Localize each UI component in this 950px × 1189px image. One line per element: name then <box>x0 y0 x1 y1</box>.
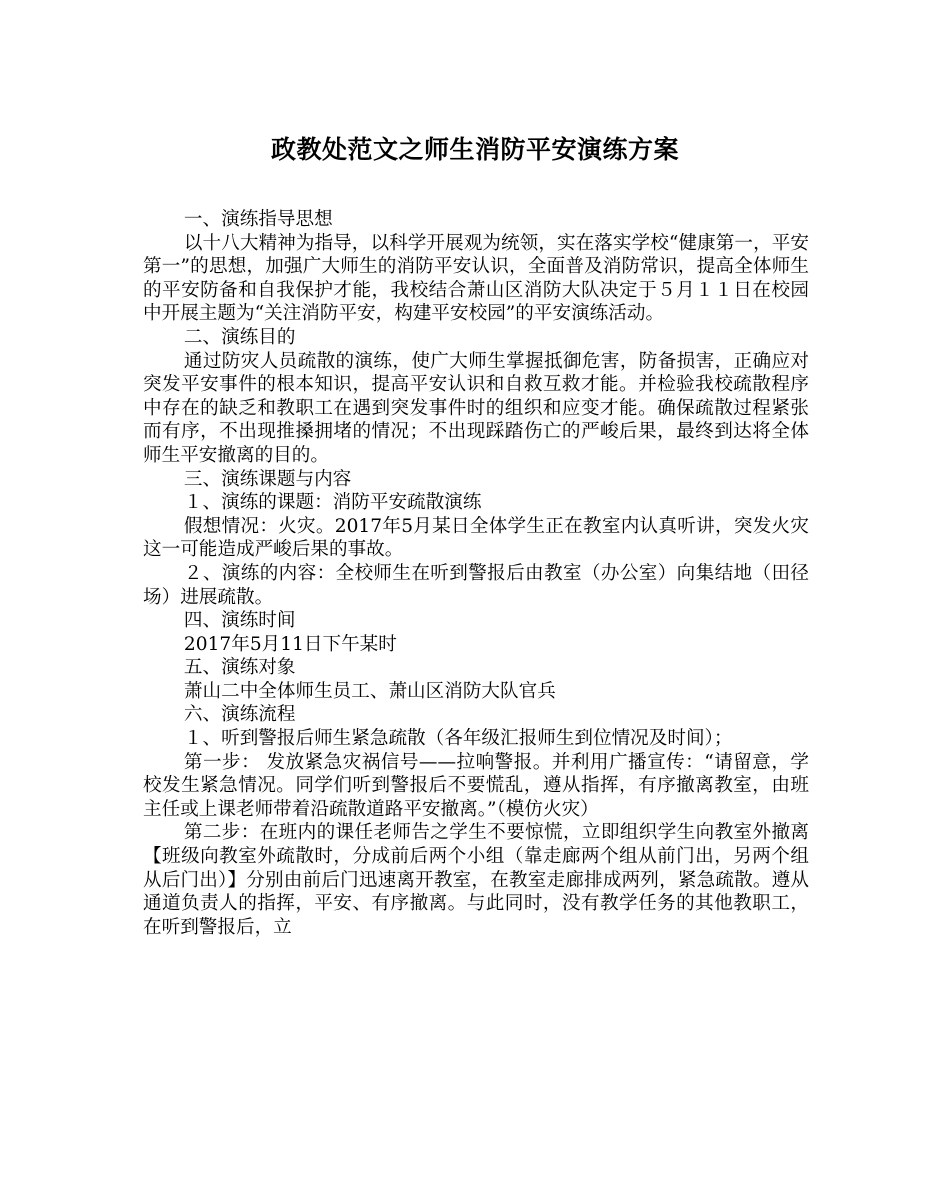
section-heading-time: 四、演练时间 <box>183 610 296 632</box>
paragraph-guiding-thought: 以十八大精神为指导，以科学开展观为统领，实在落实学校“健康第一，平安第一”的思想，加强广大师生的消防平安认识，全面普及消防常识，提高全体师生的平安防备和自我保护才能，我校结合萧山区消防大队决定于５月１１日在校园中开展主题为“关注消防平安，构建平安校园”的平安演练活动。 <box>143 232 809 325</box>
section-heading-procedure: 六、演练流程 <box>183 704 296 726</box>
paragraph-step-2: 第二步：在班内的课任老师告之学生不要惊慌，立即组织学生向教室外撤离【班级向教室外疏散时，分成前后两个小组（靠走廊两个组从前门出，另两个组从后门出）】分别由前后门迅速离开教室，在教室走廊排成两列，紧急疏散。遵从通道负责人的指挥，平安、有序撤离。与此同时，没有教学任务的其他教职工，在听到警报后，立 <box>143 822 809 938</box>
paragraph-participants: 萧山二中全体师生员工、萧山区消防大队官兵 <box>183 680 556 702</box>
document-body <box>143 208 809 939</box>
paragraph-procedure-1: １、听到警报后师生紧急疏散（各年级汇报师生到位情况及时间）； <box>183 728 733 750</box>
paragraph-time: 2017年5月11日下午某时 <box>183 633 397 655</box>
section-heading-topic-content: 三、演练课题与内容 <box>183 468 352 490</box>
paragraph-purpose: 通过防灾人员疏散的演练，使广大师生掌握抵御危害，防备损害，正确应对突发平安事件的根本知识，提高平安认识和自救互救才能。并检验我校疏散程序中存在的缺乏和教职工在遇到突发事件时的组织和应变才能。确保疏散过程紧张而有序，不出现推搡拥堵的情况；不出现踩踏伤亡的严峻后果，最终到达将全体师生平安撤离的目的。 <box>143 350 809 466</box>
paragraph-content: ２、演练的内容：全校师生在听到警报后由教室（办公室）向集结地（田径场）进展疏散。 <box>143 562 809 608</box>
section-heading-participants: 五、演练对象 <box>183 657 296 679</box>
section-heading-purpose: 二、演练目的 <box>183 326 296 348</box>
paragraph-scenario: 假想情况：火灾。2017年5月某日全体学生正在教室内认真听讲，突发火灾这一可能造成严峻后果的事故。 <box>143 515 809 561</box>
paragraph-step-1: 第一步： 发放紧急灾祸信号——拉响警报。并利用广播宣传：“请留意，学校发生紧急情况。同学们听到警报后不要慌乱，遵从指挥，有序撤离教室，由班主任或上课老师带着沿疏散道路平安撤离。”（模仿火灾） <box>143 751 809 820</box>
section-heading-guiding-thought: 一、演练指导思想 <box>183 209 333 230</box>
document-title: 政教处范文之师生消防平安演练方案 <box>270 135 679 164</box>
paragraph-topic: １、演练的课题：消防平安疏散演练 <box>183 492 482 514</box>
